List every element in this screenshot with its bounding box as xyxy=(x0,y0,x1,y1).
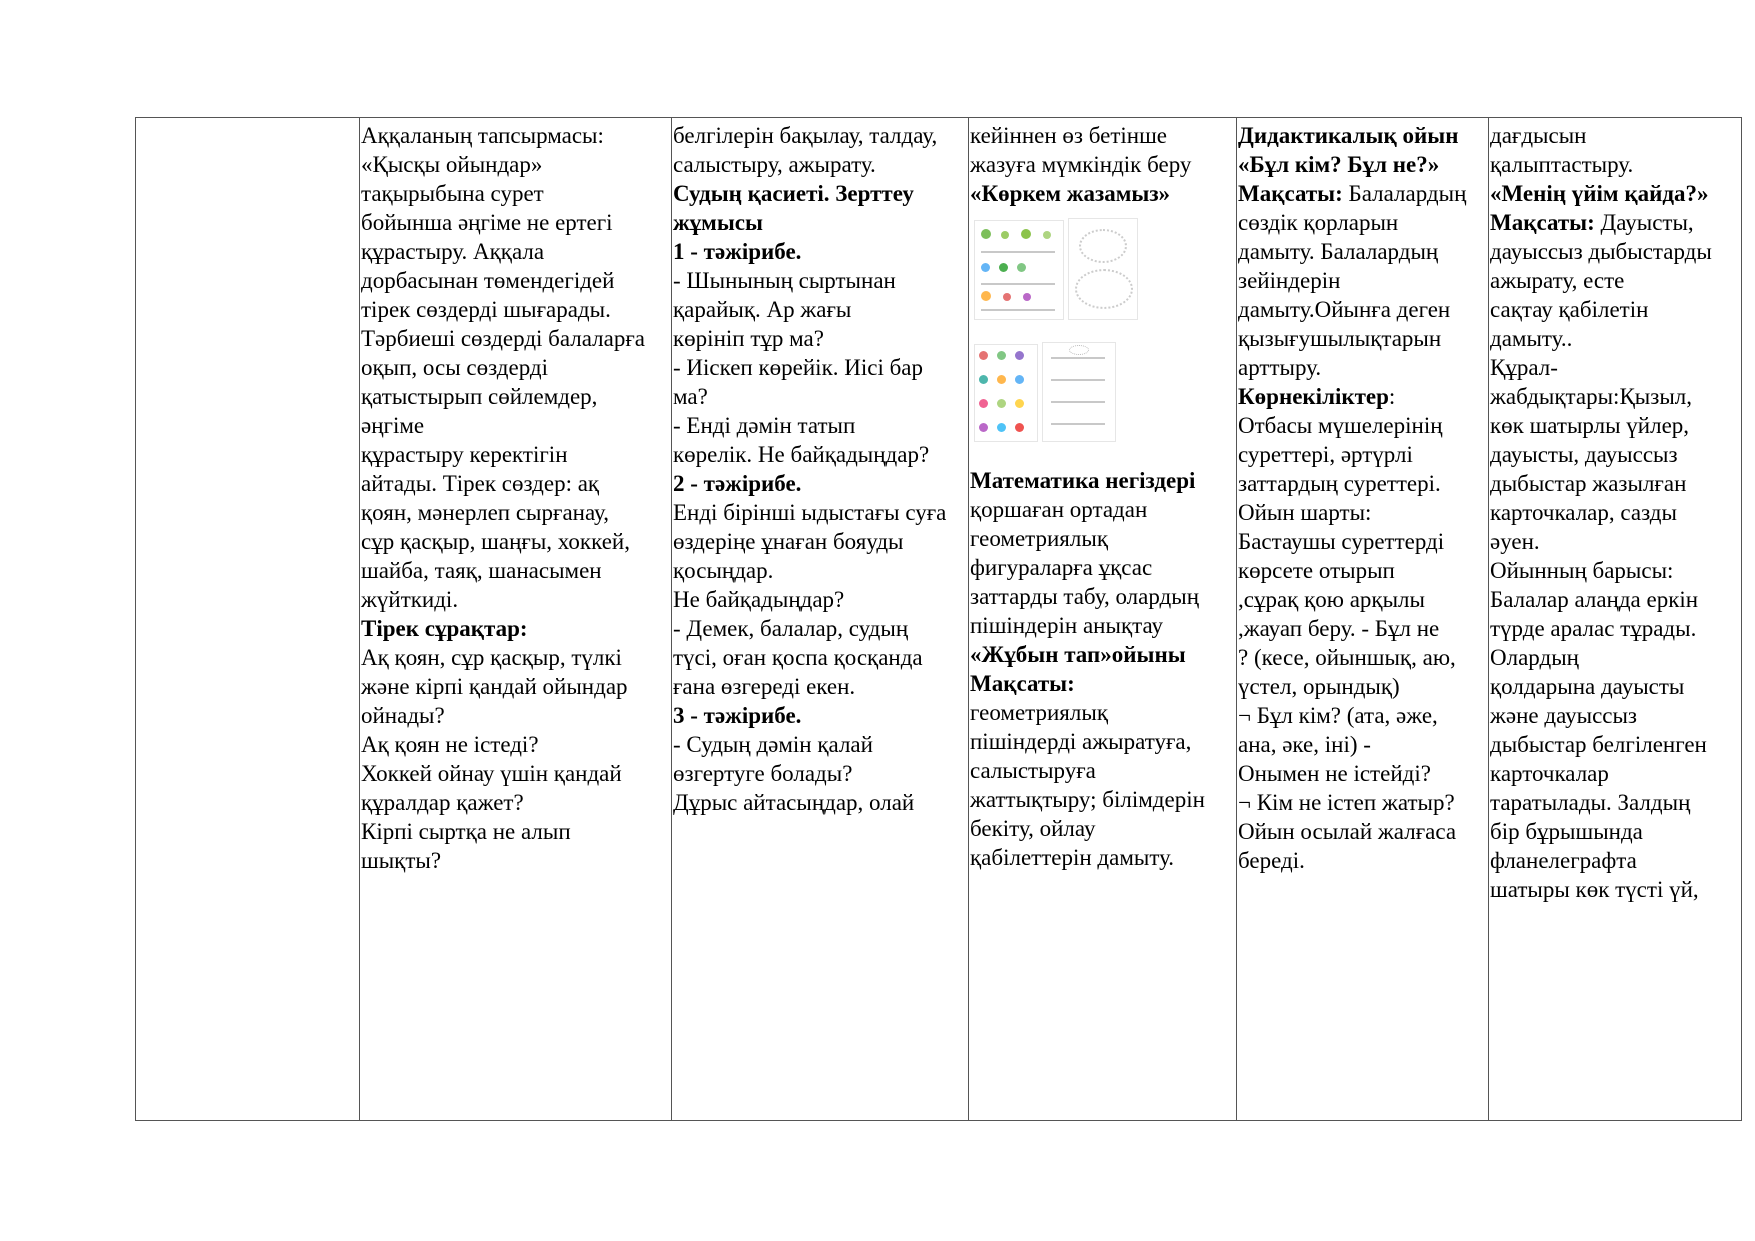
text-line: шатыры көк түсті үй, xyxy=(1490,877,1699,902)
text-line xyxy=(1490,208,1741,237)
text-line: Бастаушы суреттерді xyxy=(1238,529,1445,554)
text-line: қалыптастыру. xyxy=(1490,152,1634,177)
text-line: Не байқадыңдар? xyxy=(673,587,845,612)
text-line: - Шынының сыртынан xyxy=(673,268,896,293)
text-line: көрсете отырып xyxy=(1238,558,1395,583)
text-line: дауыссыз дыбыстарды xyxy=(1490,239,1712,264)
text-line: қоян, мәнерлеп сырғанау, xyxy=(361,500,609,525)
text-line: Енді бірінші ыдыстағы суға xyxy=(673,500,947,525)
text-line: салыстыруға xyxy=(970,758,1096,783)
text-part: : xyxy=(1388,384,1396,409)
text-line: құрастыру керектігін xyxy=(361,442,568,467)
text-line: 1 - тәжірибе. xyxy=(673,239,802,264)
text-line: Құрал- xyxy=(1490,355,1558,380)
text-line: ,жауап беру. - Бұл не xyxy=(1238,616,1440,641)
text-line: «Қысқы ойындар» xyxy=(361,152,543,177)
text-line: қатыстырып сөйлемдер, xyxy=(361,384,598,409)
text-line: жазуға мүмкіндік беру xyxy=(970,152,1192,177)
cell-content-bottom xyxy=(970,466,1236,872)
cell-didactic-game xyxy=(1237,118,1489,1121)
text-line: түсі, оған қоспа қосқанда xyxy=(673,645,923,670)
text-line: ¬ Бұл кім? (ата, әже, xyxy=(1238,703,1438,728)
text-part: Дауысты, xyxy=(1594,210,1694,235)
text-part: Мақсаты: xyxy=(1238,181,1343,206)
text-line: дағдысын xyxy=(1490,123,1587,148)
text-line: «Менің үйім қайда?» xyxy=(1490,181,1709,206)
text-line: бір бұрышында xyxy=(1490,819,1643,844)
text-line: құрастыру. Аққала xyxy=(361,239,545,264)
text-line: фланелеграфта xyxy=(1490,848,1637,873)
text-line: - Иіскеп көрейік. Иісі бар xyxy=(673,355,924,380)
text-line: Олардың xyxy=(1490,645,1579,670)
text-line: тақырыбына сурет xyxy=(361,181,544,206)
text-line: карточкалар, сазды xyxy=(1490,500,1677,525)
text-line: фигураларға ұқсас xyxy=(970,555,1153,580)
text-line: дыбыстар белгіленген xyxy=(1490,732,1707,757)
text-line: заттарды табу, олардың xyxy=(970,584,1200,609)
text-line: Ойын осылай жалғаса xyxy=(1238,819,1457,844)
cell-writing-math xyxy=(969,118,1237,1121)
text-line: әңгіме xyxy=(361,413,425,438)
text-line: Судың қасиеті. Зерттеу xyxy=(673,181,914,206)
table-row xyxy=(136,118,1742,1121)
text-line: Онымен не істейді? xyxy=(1238,761,1431,786)
text-line: өздеріңе ұнаған бояуды xyxy=(673,529,904,554)
text-line: үстел, орындық) xyxy=(1238,674,1400,699)
text-line: ажырату, есте xyxy=(1490,268,1625,293)
text-line: 2 - тәжірибе. xyxy=(673,471,802,496)
empty-cell xyxy=(136,118,360,1121)
text-line: дамыту.Ойынға деген xyxy=(1238,297,1451,322)
text-line: зейіндерін xyxy=(1238,268,1341,293)
text-line: Дұрыс айтасыңдар, олай xyxy=(673,790,915,815)
worksheet-image-2 xyxy=(1068,218,1138,320)
text-line: дорбасынан төмендегідей xyxy=(361,268,615,293)
text-line: арттыру. xyxy=(1238,355,1322,380)
text-line: ана, әке, іні) - xyxy=(1238,732,1371,757)
text-line: және кірпі қандай ойындар xyxy=(361,674,628,699)
text-line: «Жұбын тап»ойыны xyxy=(970,642,1186,667)
text-line: қызығушылықтарын xyxy=(1238,326,1442,351)
text-line: Балалар алаңда еркін xyxy=(1490,587,1699,612)
text-line: жұмысы xyxy=(673,210,763,235)
cell-content xyxy=(1490,121,1741,904)
lesson-plan-table xyxy=(135,117,1742,1121)
worksheet-image-1 xyxy=(974,220,1064,320)
text-line: Мақсаты: xyxy=(970,671,1075,696)
text-line: әуен. xyxy=(1490,529,1540,554)
text-line: «Көркем жазамыз» xyxy=(970,181,1171,206)
text-line: «Бұл кім? Бұл не?» xyxy=(1238,152,1440,177)
text-line xyxy=(1238,179,1488,208)
text-line: дамыту. Балалардың xyxy=(1238,239,1439,264)
text-line: қоршаған ортадан xyxy=(970,497,1148,522)
text-line: сұр қасқыр, шаңғы, хоккей, xyxy=(361,529,630,554)
text-line: Дидактикалық ойын xyxy=(1238,123,1459,148)
cell-content xyxy=(1238,121,1488,875)
text-line: айтады. Тірек сөздер: ақ xyxy=(361,471,600,496)
text-line: Тірек сұрақтар: xyxy=(361,616,528,641)
text-line: салыстыру, ажырату. xyxy=(673,152,876,177)
text-line: Кірпі сыртқа не алып xyxy=(361,819,571,844)
text-line: тірек сөздерді шығарады. xyxy=(361,297,611,322)
text-line: кейіннен өз бетінше xyxy=(970,123,1168,148)
text-line: дыбыстар жазылған xyxy=(1490,471,1687,496)
text-line: заттардың суреттері. xyxy=(1238,471,1441,496)
text-line: береді. xyxy=(1238,848,1305,873)
text-line: сақтау қабілетін xyxy=(1490,297,1649,322)
text-line: белгілерін бақылау, талдау, xyxy=(673,123,938,148)
text-line: ,сұрақ қою арқылы xyxy=(1238,587,1425,612)
text-line: пішіндерін анықтау xyxy=(970,613,1163,638)
text-line: бекіту, ойлау xyxy=(970,816,1096,841)
text-line: көк шатырлы үйлер, xyxy=(1490,413,1690,438)
text-line: Ойынның барысы: xyxy=(1490,558,1674,583)
text-line: Тәрбиеші сөздерді балаларға xyxy=(361,326,645,351)
text-line: - Демек, балалар, судың xyxy=(673,616,909,641)
cell-speech-task xyxy=(360,118,672,1121)
text-line: шықты? xyxy=(361,848,442,873)
text-line: түрде аралас тұрады. xyxy=(1490,616,1697,641)
text-line: жабдықтары:Қызыл, xyxy=(1490,384,1693,409)
text-line: ¬ Кім не істеп жатыр? xyxy=(1238,790,1455,815)
text-line: қосыңдар. xyxy=(673,558,774,583)
text-line: Аққаланың тапсырмасы: xyxy=(361,123,604,148)
cell-water-experiment xyxy=(672,118,969,1121)
text-line: ойнады? xyxy=(361,703,445,728)
worksheet-image-4 xyxy=(1042,342,1116,442)
text-line: Ойын шарты: xyxy=(1238,500,1372,525)
text-line: геометриялық xyxy=(970,700,1108,725)
text-line: Отбасы мүшелерінің xyxy=(1238,413,1443,438)
text-line: геометриялық xyxy=(970,526,1108,551)
cell-content xyxy=(673,121,968,817)
text-line: қолдарына дауысты xyxy=(1490,674,1685,699)
text-part: Балалардың xyxy=(1342,181,1467,206)
text-line: Ақ қоян не істеді? xyxy=(361,732,539,757)
text-line: - Судың дәмін қалай xyxy=(673,732,873,757)
text-line: пішіндерді ажыратуға, xyxy=(970,729,1192,754)
text-line: суреттері, әртүрлі xyxy=(1238,442,1413,467)
cell-content xyxy=(361,121,671,875)
text-line: ? (кесе, ойыншық, аю, xyxy=(1238,645,1456,670)
text-line: қабілеттерін дамыту. xyxy=(970,845,1175,870)
text-line: көрелік. Не байқадыңдар? xyxy=(673,442,930,467)
text-line: көрініп тұр ма? xyxy=(673,326,824,351)
text-line: - Енді дәмін татып xyxy=(673,413,856,438)
text-line: дамыту.. xyxy=(1490,326,1573,351)
text-line: бойынша әңгіме не ертегі xyxy=(361,210,613,235)
text-line: Математика негіздері xyxy=(970,468,1196,493)
text-line: 3 - тәжірибе. xyxy=(673,703,802,728)
cell-my-house-game xyxy=(1489,118,1742,1121)
text-line: жүйткиді. xyxy=(361,587,459,612)
text-line: өзгертуге болады? xyxy=(673,761,853,786)
text-line: оқып, осы сөздерді xyxy=(361,355,548,380)
text-part: Көрнекіліктер xyxy=(1238,384,1389,409)
worksheet-image-3 xyxy=(974,344,1038,442)
text-line: таратылады. Залдың xyxy=(1490,790,1691,815)
text-line: ғана өзгереді екен. xyxy=(673,674,856,699)
worksheet-images xyxy=(970,208,1236,466)
text-line: ма? xyxy=(673,384,708,409)
text-line: жаттықтыру; білімдерін xyxy=(970,787,1205,812)
text-line: құралдар қажет? xyxy=(361,790,524,815)
text-part: Мақсаты: xyxy=(1490,210,1595,235)
text-line: сөздік қорларын xyxy=(1238,210,1399,235)
text-line: Хоккей ойнау үшін қандай xyxy=(361,761,622,786)
text-line: Ақ қоян, сұр қасқыр, түлкі xyxy=(361,645,622,670)
text-line: шайба, таяқ, шанасымен xyxy=(361,558,602,583)
text-line: карточкалар xyxy=(1490,761,1609,786)
text-line: дауысты, дауыссыз xyxy=(1490,442,1678,467)
cell-content-top xyxy=(970,121,1236,208)
text-line: және дауыссыз xyxy=(1490,703,1638,728)
text-line xyxy=(1238,382,1488,411)
text-line: қарайық. Ар жағы xyxy=(673,297,852,322)
